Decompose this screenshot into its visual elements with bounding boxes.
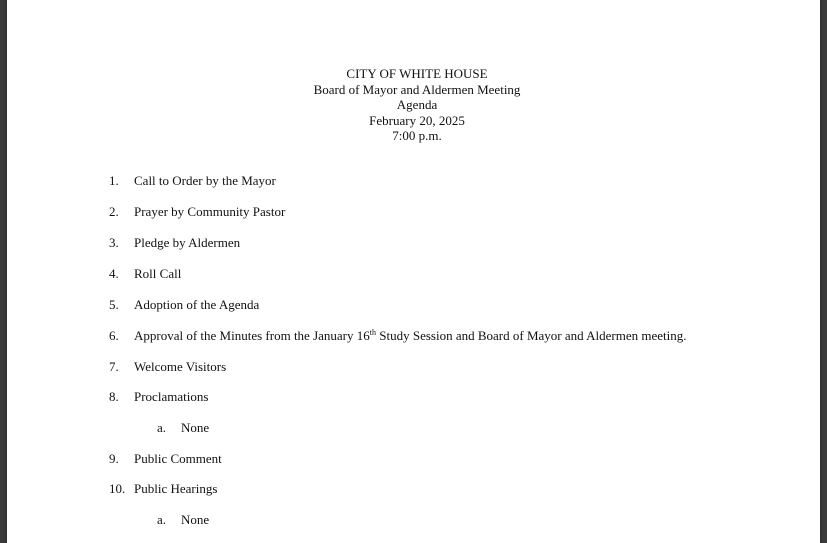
item-text: Prayer by Community Pastor [134,204,286,219]
item-number: 8. [109,389,119,404]
item-text: Pledge by Aldermen [134,235,241,250]
item-text-start: Approval of the Minutes from the January 16 [134,328,370,343]
subitem-letter: a. [157,512,167,527]
document-page [7,0,820,543]
item-text [134,328,687,344]
item-number: 6. [109,328,119,343]
item-text: Roll Call [134,266,182,281]
item-number: 2. [109,204,119,219]
item-text: Call to Order by the Mayor [134,173,276,188]
subitem-letter: a. [157,420,167,435]
item-number: 4. [109,266,119,281]
subitem-text: None [181,512,210,527]
meeting-date: February 20, 2025 [369,112,465,128]
meeting-title: Board of Mayor and Aldermen Meeting [313,81,521,97]
agenda-header [7,66,827,144]
item-text: Public Comment [134,451,222,466]
item-number: 7. [109,359,119,374]
item-number: 10. [109,481,126,496]
document-type: Agenda [396,97,438,112]
item-text: Proclamations [134,389,209,404]
city-title: CITY OF WHITE HOUSE [346,66,488,81]
item-text: Public Hearings [134,481,218,496]
item-text-end: Study Session and Board of Mayor and Aldermen meeting. [376,328,687,343]
item-text: Adoption of the Agenda [134,297,260,312]
item-text: Welcome Visitors [134,359,227,374]
ordinal-suffix: th [369,328,376,337]
item-number: 1. [109,173,119,188]
item-number: 5. [109,297,119,312]
item-number: 9. [109,451,119,466]
item-number: 3. [109,235,119,250]
subitem-text: None [181,420,210,435]
meeting-time: 7:00 p.m. [392,128,442,143]
